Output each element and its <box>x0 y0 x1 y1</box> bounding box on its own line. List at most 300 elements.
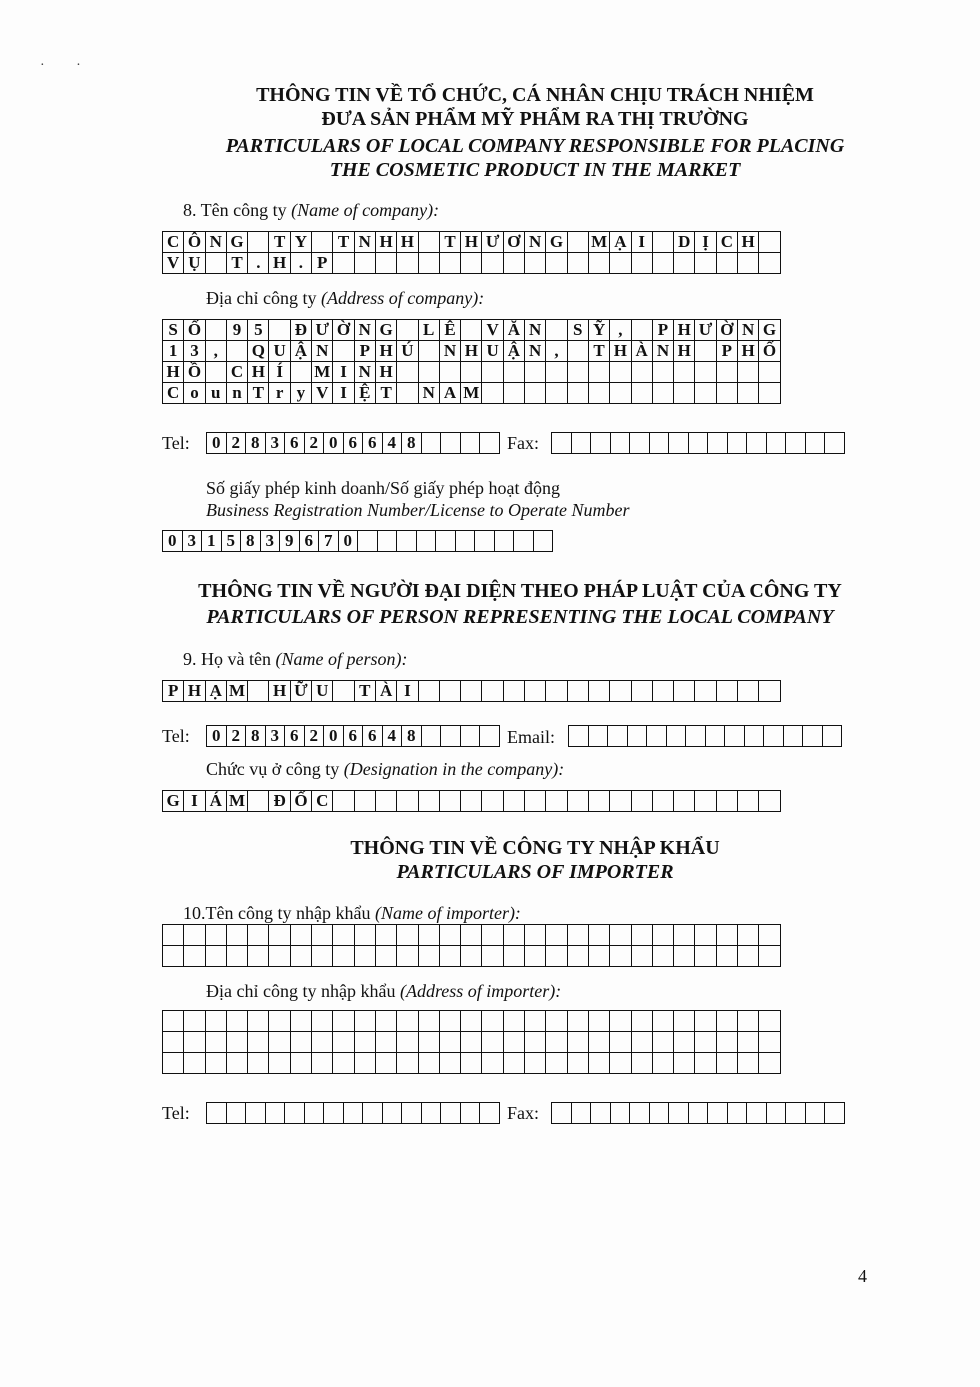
char-cell[interactable]: N <box>418 383 439 404</box>
digit-cell[interactable] <box>647 726 667 747</box>
person-tel-field[interactable] <box>206 725 500 747</box>
char-cell[interactable] <box>738 681 759 702</box>
char-cell[interactable] <box>610 1053 631 1074</box>
char-cell[interactable] <box>375 1011 396 1032</box>
char-cell[interactable] <box>163 1011 184 1032</box>
char-cell[interactable] <box>588 681 609 702</box>
char-cell[interactable] <box>439 791 460 812</box>
char-cell[interactable] <box>248 1053 269 1074</box>
char-cell[interactable] <box>375 925 396 946</box>
char-cell[interactable] <box>269 946 290 967</box>
char-cell[interactable] <box>333 1011 354 1032</box>
digit-cell[interactable]: 2 <box>226 433 246 454</box>
char-cell[interactable] <box>503 925 524 946</box>
char-cell[interactable] <box>610 362 631 383</box>
char-cell[interactable] <box>205 253 226 274</box>
digit-cell[interactable] <box>480 1103 500 1124</box>
char-cell[interactable] <box>503 1053 524 1074</box>
char-cell[interactable] <box>397 925 418 946</box>
char-cell[interactable] <box>674 681 695 702</box>
char-cell[interactable]: , <box>205 341 226 362</box>
char-cell[interactable]: Ờ <box>716 320 737 341</box>
char-cell[interactable] <box>439 681 460 702</box>
digit-cell[interactable]: 6 <box>343 433 363 454</box>
char-cell[interactable] <box>439 946 460 967</box>
char-cell[interactable]: U <box>312 681 333 702</box>
digit-cell[interactable] <box>358 531 378 552</box>
char-cell[interactable] <box>674 1053 695 1074</box>
char-cell[interactable] <box>525 791 546 812</box>
char-cell[interactable] <box>631 253 652 274</box>
digit-cell[interactable] <box>460 433 480 454</box>
char-cell[interactable] <box>588 1011 609 1032</box>
char-cell[interactable]: H <box>248 362 269 383</box>
digit-cell[interactable]: 3 <box>260 531 280 552</box>
char-cell[interactable]: Q <box>248 341 269 362</box>
char-cell[interactable] <box>567 791 588 812</box>
char-cell[interactable] <box>418 925 439 946</box>
char-cell[interactable] <box>482 1053 503 1074</box>
char-cell[interactable] <box>482 681 503 702</box>
char-cell[interactable] <box>226 341 247 362</box>
char-cell[interactable] <box>482 791 503 812</box>
char-cell[interactable]: Ố <box>184 320 205 341</box>
char-cell[interactable] <box>248 232 269 253</box>
char-cell[interactable] <box>738 1053 759 1074</box>
char-cell[interactable]: H <box>397 232 418 253</box>
char-cell[interactable] <box>418 791 439 812</box>
char-cell[interactable] <box>716 946 737 967</box>
char-cell[interactable] <box>695 925 716 946</box>
char-cell[interactable]: T <box>333 232 354 253</box>
digit-cell[interactable] <box>630 1103 650 1124</box>
digit-cell[interactable] <box>666 726 686 747</box>
char-cell[interactable]: H <box>610 341 631 362</box>
char-cell[interactable] <box>205 320 226 341</box>
char-cell[interactable] <box>567 232 588 253</box>
digit-cell[interactable] <box>569 726 589 747</box>
char-cell[interactable] <box>674 791 695 812</box>
digit-cell[interactable] <box>207 1103 227 1124</box>
char-cell[interactable] <box>439 1053 460 1074</box>
char-cell[interactable] <box>738 791 759 812</box>
char-cell[interactable]: N <box>525 320 546 341</box>
char-cell[interactable]: I <box>333 383 354 404</box>
char-cell[interactable]: Đ <box>290 320 311 341</box>
char-cell[interactable]: Ư <box>482 232 503 253</box>
char-cell[interactable]: Ồ <box>184 362 205 383</box>
char-cell[interactable] <box>205 1053 226 1074</box>
char-cell[interactable]: I <box>631 232 652 253</box>
char-cell[interactable] <box>439 925 460 946</box>
char-cell[interactable] <box>759 383 780 404</box>
char-cell[interactable]: Ạ <box>610 232 631 253</box>
char-cell[interactable] <box>525 681 546 702</box>
digit-cell[interactable] <box>688 433 708 454</box>
digit-cell[interactable] <box>786 433 806 454</box>
char-cell[interactable]: Á <box>205 791 226 812</box>
char-cell[interactable] <box>567 1011 588 1032</box>
char-cell[interactable] <box>716 1011 737 1032</box>
char-cell[interactable] <box>503 1011 524 1032</box>
char-cell[interactable] <box>695 383 716 404</box>
char-cell[interactable] <box>312 232 333 253</box>
digit-cell[interactable] <box>766 1103 786 1124</box>
char-cell[interactable]: H <box>163 362 184 383</box>
char-cell[interactable] <box>738 362 759 383</box>
char-cell[interactable]: Ú <box>397 341 418 362</box>
char-cell[interactable]: N <box>738 320 759 341</box>
char-cell[interactable] <box>439 1011 460 1032</box>
char-cell[interactable]: u <box>205 383 226 404</box>
char-cell[interactable] <box>503 791 524 812</box>
char-cell[interactable]: , <box>546 341 567 362</box>
char-cell[interactable] <box>759 1011 780 1032</box>
char-cell[interactable] <box>652 253 673 274</box>
digit-cell[interactable]: 0 <box>207 726 227 747</box>
char-cell[interactable] <box>567 1032 588 1053</box>
digit-cell[interactable] <box>725 726 745 747</box>
digit-cell[interactable] <box>783 726 803 747</box>
digit-cell[interactable] <box>226 1103 246 1124</box>
digit-cell[interactable] <box>421 433 441 454</box>
char-cell[interactable] <box>652 1032 673 1053</box>
char-cell[interactable]: Y <box>290 232 311 253</box>
char-cell[interactable] <box>610 681 631 702</box>
digit-cell[interactable]: 1 <box>202 531 222 552</box>
char-cell[interactable] <box>184 1053 205 1074</box>
char-cell[interactable] <box>546 925 567 946</box>
char-cell[interactable] <box>184 925 205 946</box>
char-cell[interactable] <box>354 253 375 274</box>
char-cell[interactable] <box>226 946 247 967</box>
char-cell[interactable] <box>695 681 716 702</box>
char-cell[interactable] <box>588 925 609 946</box>
char-cell[interactable] <box>759 1053 780 1074</box>
char-cell[interactable] <box>631 383 652 404</box>
char-cell[interactable]: V <box>163 253 184 274</box>
char-cell[interactable] <box>290 1053 311 1074</box>
char-cell[interactable]: U <box>269 341 290 362</box>
importer-fax-field[interactable] <box>551 1102 845 1124</box>
char-cell[interactable] <box>290 362 311 383</box>
digit-cell[interactable]: 6 <box>285 726 305 747</box>
char-cell[interactable] <box>290 946 311 967</box>
char-cell[interactable]: N <box>354 362 375 383</box>
importer-tel-field[interactable] <box>206 1102 500 1124</box>
char-cell[interactable] <box>567 946 588 967</box>
char-cell[interactable] <box>312 1011 333 1032</box>
char-cell[interactable] <box>525 383 546 404</box>
char-cell[interactable] <box>525 1032 546 1053</box>
char-cell[interactable] <box>631 362 652 383</box>
char-cell[interactable] <box>695 1011 716 1032</box>
char-cell[interactable] <box>695 1032 716 1053</box>
char-cell[interactable] <box>652 1053 673 1074</box>
char-cell[interactable]: H <box>184 681 205 702</box>
char-cell[interactable] <box>588 383 609 404</box>
char-cell[interactable] <box>397 383 418 404</box>
char-cell[interactable] <box>525 946 546 967</box>
char-cell[interactable]: V <box>482 320 503 341</box>
char-cell[interactable]: n <box>226 383 247 404</box>
char-cell[interactable] <box>482 1032 503 1053</box>
char-cell[interactable]: G <box>163 791 184 812</box>
char-cell[interactable]: C <box>163 232 184 253</box>
char-cell[interactable] <box>546 1032 567 1053</box>
char-cell[interactable] <box>269 320 290 341</box>
char-cell[interactable] <box>588 946 609 967</box>
char-cell[interactable]: Ư <box>312 320 333 341</box>
char-cell[interactable] <box>546 320 567 341</box>
char-cell[interactable] <box>375 1032 396 1053</box>
char-cell[interactable]: Ơ <box>503 232 524 253</box>
digit-cell[interactable]: 8 <box>241 531 261 552</box>
char-cell[interactable] <box>759 362 780 383</box>
char-cell[interactable] <box>546 681 567 702</box>
char-cell[interactable] <box>525 362 546 383</box>
digit-cell[interactable] <box>669 1103 689 1124</box>
digit-cell[interactable] <box>421 1103 441 1124</box>
char-cell[interactable] <box>652 383 673 404</box>
char-cell[interactable] <box>716 362 737 383</box>
char-cell[interactable]: P <box>652 320 673 341</box>
digit-cell[interactable] <box>246 1103 266 1124</box>
char-cell[interactable] <box>397 320 418 341</box>
digit-cell[interactable] <box>571 1103 591 1124</box>
char-cell[interactable]: 3 <box>184 341 205 362</box>
char-cell[interactable] <box>716 383 737 404</box>
digit-cell[interactable] <box>805 1103 825 1124</box>
digit-cell[interactable]: 6 <box>285 433 305 454</box>
char-cell[interactable] <box>482 362 503 383</box>
char-cell[interactable] <box>610 253 631 274</box>
importer-name-grid[interactable] <box>162 924 781 967</box>
char-cell[interactable] <box>461 946 482 967</box>
char-cell[interactable]: A <box>439 383 460 404</box>
char-cell[interactable] <box>503 253 524 274</box>
char-cell[interactable] <box>226 1011 247 1032</box>
char-cell[interactable] <box>290 925 311 946</box>
char-cell[interactable]: T <box>248 383 269 404</box>
digit-cell[interactable] <box>686 726 706 747</box>
char-cell[interactable] <box>248 1011 269 1032</box>
char-cell[interactable] <box>226 1032 247 1053</box>
char-cell[interactable] <box>695 341 716 362</box>
designation-grid[interactable] <box>162 790 781 812</box>
char-cell[interactable] <box>695 362 716 383</box>
char-cell[interactable] <box>418 362 439 383</box>
digit-cell[interactable] <box>630 433 650 454</box>
char-cell[interactable] <box>631 320 652 341</box>
char-cell[interactable] <box>716 925 737 946</box>
digit-cell[interactable]: 6 <box>363 433 383 454</box>
license-number-field[interactable] <box>162 530 553 552</box>
char-cell[interactable] <box>397 362 418 383</box>
char-cell[interactable] <box>716 1032 737 1053</box>
digit-cell[interactable] <box>727 1103 747 1124</box>
char-cell[interactable] <box>418 253 439 274</box>
char-cell[interactable] <box>461 362 482 383</box>
char-cell[interactable] <box>354 925 375 946</box>
digit-cell[interactable]: 3 <box>265 433 285 454</box>
digit-cell[interactable] <box>514 531 534 552</box>
char-cell[interactable]: Đ <box>269 791 290 812</box>
char-cell[interactable] <box>759 946 780 967</box>
char-cell[interactable]: G <box>375 320 396 341</box>
char-cell[interactable]: H <box>674 320 695 341</box>
char-cell[interactable]: Ô <box>184 232 205 253</box>
char-cell[interactable] <box>631 791 652 812</box>
char-cell[interactable] <box>674 925 695 946</box>
char-cell[interactable]: Ố <box>759 341 780 362</box>
char-cell[interactable] <box>439 362 460 383</box>
char-cell[interactable] <box>759 791 780 812</box>
char-cell[interactable]: N <box>525 232 546 253</box>
char-cell[interactable] <box>610 946 631 967</box>
char-cell[interactable] <box>269 1032 290 1053</box>
char-cell[interactable] <box>375 791 396 812</box>
char-cell[interactable] <box>588 362 609 383</box>
char-cell[interactable] <box>482 946 503 967</box>
char-cell[interactable] <box>248 1032 269 1053</box>
char-cell[interactable]: Ố <box>290 791 311 812</box>
char-cell[interactable] <box>546 946 567 967</box>
digit-cell[interactable]: 6 <box>299 531 319 552</box>
char-cell[interactable] <box>312 1032 333 1053</box>
char-cell[interactable] <box>759 681 780 702</box>
char-cell[interactable] <box>546 1011 567 1032</box>
char-cell[interactable] <box>674 946 695 967</box>
char-cell[interactable] <box>546 253 567 274</box>
char-cell[interactable]: M <box>312 362 333 383</box>
char-cell[interactable] <box>163 946 184 967</box>
char-cell[interactable] <box>503 383 524 404</box>
digit-cell[interactable] <box>822 726 842 747</box>
char-cell[interactable] <box>695 791 716 812</box>
char-cell[interactable] <box>269 1053 290 1074</box>
char-cell[interactable]: U <box>482 341 503 362</box>
char-cell[interactable] <box>503 946 524 967</box>
char-cell[interactable] <box>163 1053 184 1074</box>
char-cell[interactable] <box>482 383 503 404</box>
char-cell[interactable] <box>759 232 780 253</box>
char-cell[interactable] <box>184 1011 205 1032</box>
digit-cell[interactable] <box>324 1103 344 1124</box>
char-cell[interactable] <box>610 925 631 946</box>
char-cell[interactable] <box>610 791 631 812</box>
char-cell[interactable]: G <box>546 232 567 253</box>
digit-cell[interactable] <box>363 1103 383 1124</box>
char-cell[interactable] <box>333 253 354 274</box>
char-cell[interactable]: H <box>375 232 396 253</box>
char-cell[interactable] <box>738 383 759 404</box>
digit-cell[interactable]: 6 <box>343 726 363 747</box>
digit-cell[interactable] <box>421 726 441 747</box>
digit-cell[interactable]: 4 <box>382 726 402 747</box>
person-name-grid[interactable] <box>162 680 781 702</box>
digit-cell[interactable]: 0 <box>207 433 227 454</box>
char-cell[interactable] <box>397 1011 418 1032</box>
char-cell[interactable]: T <box>439 232 460 253</box>
char-cell[interactable] <box>333 341 354 362</box>
char-cell[interactable]: M <box>588 232 609 253</box>
char-cell[interactable]: Ă <box>503 320 524 341</box>
company-fax-field[interactable] <box>551 432 845 454</box>
char-cell[interactable] <box>674 383 695 404</box>
digit-cell[interactable] <box>708 433 728 454</box>
company-address-grid[interactable] <box>162 319 781 404</box>
char-cell[interactable] <box>290 1011 311 1032</box>
char-cell[interactable] <box>652 681 673 702</box>
char-cell[interactable]: P <box>163 681 184 702</box>
char-cell[interactable]: H <box>738 232 759 253</box>
char-cell[interactable] <box>354 1011 375 1032</box>
char-cell[interactable] <box>333 1032 354 1053</box>
digit-cell[interactable] <box>805 433 825 454</box>
char-cell[interactable] <box>525 925 546 946</box>
char-cell[interactable]: À <box>375 681 396 702</box>
char-cell[interactable] <box>738 946 759 967</box>
char-cell[interactable] <box>354 946 375 967</box>
char-cell[interactable]: . <box>248 253 269 274</box>
char-cell[interactable]: N <box>205 232 226 253</box>
char-cell[interactable] <box>674 253 695 274</box>
char-cell[interactable] <box>759 925 780 946</box>
digit-cell[interactable] <box>610 433 630 454</box>
char-cell[interactable]: Ữ <box>290 681 311 702</box>
char-cell[interactable] <box>738 1011 759 1032</box>
char-cell[interactable] <box>418 232 439 253</box>
digit-cell[interactable] <box>608 726 628 747</box>
char-cell[interactable] <box>567 253 588 274</box>
char-cell[interactable] <box>205 362 226 383</box>
char-cell[interactable] <box>631 681 652 702</box>
digit-cell[interactable] <box>610 1103 630 1124</box>
char-cell[interactable] <box>248 925 269 946</box>
char-cell[interactable] <box>652 232 673 253</box>
char-cell[interactable]: Ê <box>439 320 460 341</box>
digit-cell[interactable]: 0 <box>324 433 344 454</box>
char-cell[interactable] <box>503 681 524 702</box>
char-cell[interactable] <box>652 925 673 946</box>
char-cell[interactable]: C <box>226 362 247 383</box>
digit-cell[interactable] <box>747 433 767 454</box>
digit-cell[interactable] <box>588 726 608 747</box>
char-cell[interactable] <box>205 925 226 946</box>
char-cell[interactable] <box>354 1053 375 1074</box>
char-cell[interactable]: H <box>375 362 396 383</box>
digit-cell[interactable] <box>591 433 611 454</box>
char-cell[interactable] <box>248 681 269 702</box>
digit-cell[interactable]: 8 <box>246 726 266 747</box>
char-cell[interactable] <box>397 946 418 967</box>
char-cell[interactable] <box>759 1032 780 1053</box>
char-cell[interactable] <box>461 681 482 702</box>
char-cell[interactable]: H <box>461 232 482 253</box>
char-cell[interactable] <box>418 1053 439 1074</box>
char-cell[interactable]: N <box>312 341 333 362</box>
char-cell[interactable]: r <box>269 383 290 404</box>
digit-cell[interactable] <box>744 726 764 747</box>
digit-cell[interactable]: 4 <box>382 433 402 454</box>
char-cell[interactable] <box>588 253 609 274</box>
char-cell[interactable]: T <box>354 681 375 702</box>
char-cell[interactable] <box>674 1011 695 1032</box>
char-cell[interactable]: G <box>226 232 247 253</box>
char-cell[interactable] <box>588 1053 609 1074</box>
char-cell[interactable] <box>163 925 184 946</box>
